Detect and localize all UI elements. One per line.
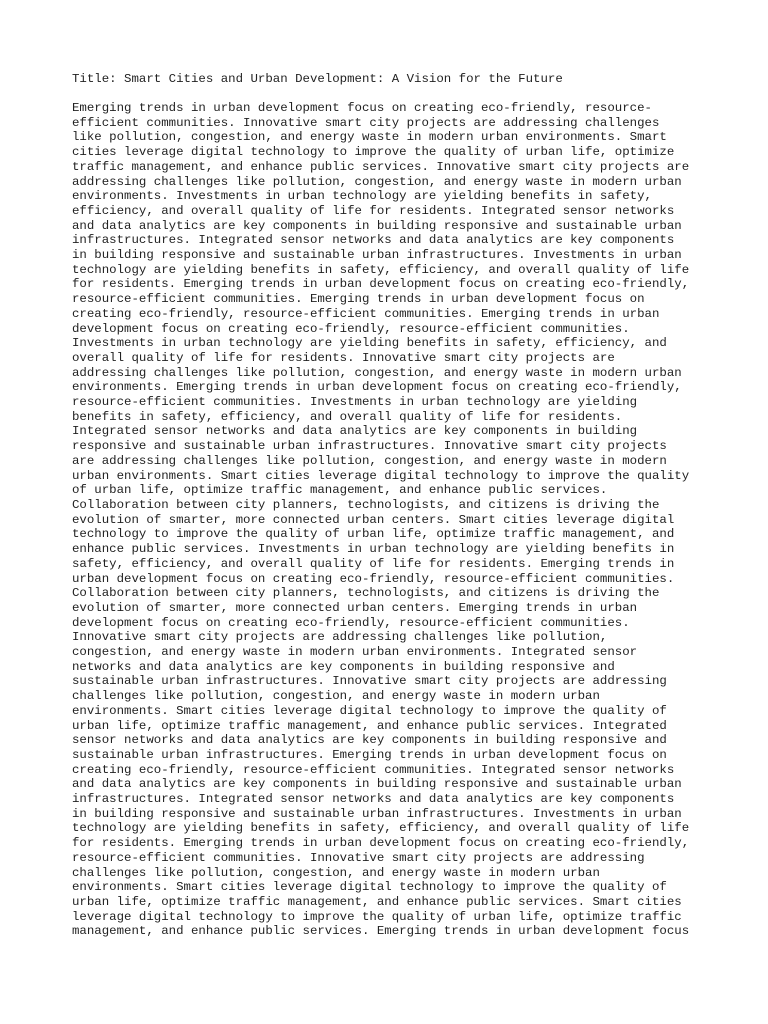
document-title: Title: Smart Cities and Urban Development: A Vision for the Future (72, 72, 563, 86)
document-body: Emerging trends in urban development focus on creating eco-friendly, resource- efficient communities. Innovative smart city projects are addressing challenges like pollution, congestion, and energy waste in modern urban environments. Smart cities leverage digital technology to improve the quality of urban life, optimize traffic management, and enhance public services. Innovative smart city projects are addressing challenges like pollution, congestion, and energy waste in modern urban environments. Investments in urban technology are yielding benefits in safety, efficiency, and overall quality of life for residents. Integrated sensor networks and data analytics are key components in building responsive and sustainable urban infrastructures. Integrated sensor networks and data analytics are key components in building responsive and sustainable urban infrastructures. Investments in urban technology are yielding benefits in safety, efficiency, and overall quality of life for residents. Emerging trends in urban development focus on creating eco-friendly, resource-efficient communities. Emerging trends in urban development focus on creating eco-friendly, resource-efficient communities. Emerging trends in urban development focus on creating eco-friendly, resource-efficient communities. Investments in urban technology are yielding benefits in safety, efficiency, and overall quality of life for residents. Innovative smart city projects are addressing challenges like pollution, congestion, and energy waste in modern urban environments. Emerging trends in urban development focus on creating eco-friendly, resource-efficient communities. Investments in urban technology are yielding benefits in safety, efficiency, and overall quality of life for residents. Integrated sensor networks and data analytics are key components in building responsive and sustainable urban infrastructures. Innovative smart city projects are addressing challenges like pollution, congestion, and energy waste in modern urban environments. Smart cities leverage digital technology to improve the quality of urban life, optimize traffic management, and enhance public services. Collaboration between city planners, technologists, and citizens is driving the evolution of smarter, more connected urban centers. Smart cities leverage digital technology to improve the quality of urban life, optimize traffic management, and enhance public services. Investments in urban technology are yielding benefits in safety, efficiency, and overall quality of life for residents. Emerging trends in urban development focus on creating eco-friendly, resource-efficient communities. Collaboration between city planners, technologists, and citizens is driving the evolution of smarter, more connected urban centers. Emerging trends in urban development focus on creating eco-friendly, resource-efficient communities. Innovative smart city projects are addressing challenges like pollution, congestion, and energy waste in modern urban environments. Integrated sensor networks and data analytics are key components in building responsive and sustainable urban infrastructures. Innovative smart city projects are addressing challenges like pollution, congestion, and energy waste in modern urban environments. Smart cities leverage digital technology to improve the quality of urban life, optimize traffic management, and enhance public services. Integrated sensor networks and data analytics are key components in building responsive and sustainable urban infrastructures. Emerging trends in urban development focus on creating eco-friendly, resource-efficient communities. Integrated sensor networks and data analytics are key components in building responsive and sustainable urban infrastructures. Integrated sensor networks and data analytics are key components in building responsive and sustainable urban infrastructures. Investments in urban technology are yielding benefits in safety, efficiency, and overall quality of life for residents. Emerging trends in urban development focus on creating eco-friendly, resource-efficient communities. Innovative smart city projects are addressing challenges like pollution, congestion, and energy waste in modern urban environments. Smart cities leverage digital technology to improve the quality of urban life, optimize traffic management, and enhance public services. Smart cities leverage digital technology to improve the quality of urban life, optimize traffic management, and enhance public services. Emerging trends in urban development focus (72, 101, 690, 939)
